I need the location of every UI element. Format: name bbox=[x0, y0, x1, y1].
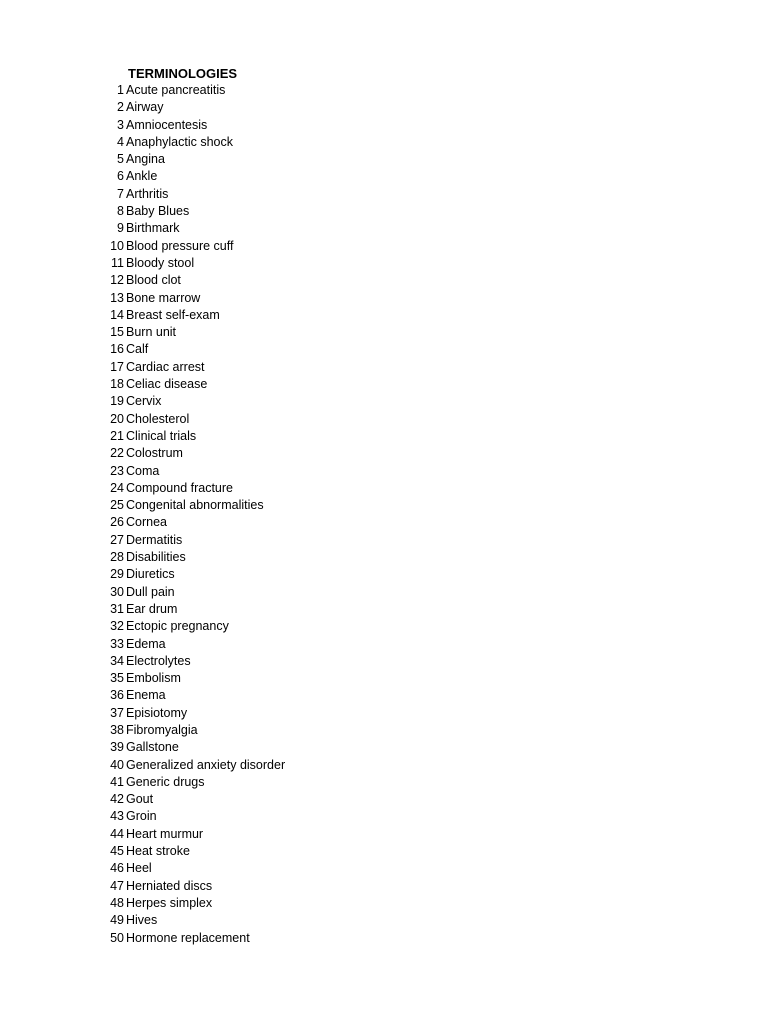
list-item bbox=[0, 514, 285, 531]
term-label: Bone marrow bbox=[126, 290, 201, 305]
term-label: Edema bbox=[126, 636, 166, 651]
term-number: 17 bbox=[110, 359, 124, 374]
term-number: 46 bbox=[110, 861, 124, 876]
term-label: Colostrum bbox=[126, 446, 183, 461]
term-number: 43 bbox=[110, 809, 124, 824]
term-label: Airway bbox=[126, 100, 164, 115]
term-label: Birthmark bbox=[126, 221, 180, 236]
list-item bbox=[0, 860, 285, 877]
term-number: 16 bbox=[110, 342, 124, 357]
list-item bbox=[0, 203, 285, 220]
term-number: 2 bbox=[117, 100, 124, 115]
term-label: Amniocentesis bbox=[126, 117, 208, 132]
term-number: 32 bbox=[110, 619, 124, 634]
list-item bbox=[0, 463, 285, 480]
term-label: Embolism bbox=[126, 671, 181, 686]
term-label: Gout bbox=[126, 792, 154, 807]
term-number: 24 bbox=[110, 480, 124, 495]
term-label: Blood pressure cuff bbox=[126, 238, 234, 253]
list-item bbox=[0, 549, 285, 566]
list-item bbox=[0, 393, 285, 410]
term-label: Gallstone bbox=[126, 740, 179, 755]
list-item bbox=[0, 930, 285, 947]
term-number: 11 bbox=[111, 255, 124, 270]
term-number: 21 bbox=[110, 428, 124, 443]
term-label: Episiotomy bbox=[126, 705, 188, 720]
term-number: 44 bbox=[110, 826, 124, 841]
list-item bbox=[0, 618, 285, 635]
list-item bbox=[0, 220, 285, 237]
list-item bbox=[0, 808, 285, 825]
term-number: 47 bbox=[110, 878, 124, 893]
list-item bbox=[0, 653, 285, 670]
list-item bbox=[0, 601, 285, 618]
list-item bbox=[0, 186, 285, 203]
list-item bbox=[0, 636, 285, 653]
list-item bbox=[0, 359, 285, 376]
term-number: 42 bbox=[110, 792, 124, 807]
list-item bbox=[0, 739, 285, 756]
term-label: Enema bbox=[126, 688, 166, 703]
list-item bbox=[0, 843, 285, 860]
term-label: Angina bbox=[126, 152, 165, 167]
list-item bbox=[0, 705, 285, 722]
term-label: Cervix bbox=[126, 394, 162, 409]
list-item bbox=[0, 757, 285, 774]
term-label: Heat stroke bbox=[126, 844, 190, 859]
list-item bbox=[0, 774, 285, 791]
list-item bbox=[0, 687, 285, 704]
document-title: TERMINOLOGIES bbox=[128, 66, 238, 81]
list-item bbox=[0, 670, 285, 687]
term-number: 36 bbox=[110, 688, 124, 703]
list-item bbox=[0, 324, 285, 341]
term-label: Coma bbox=[126, 463, 160, 478]
terminology-list bbox=[0, 82, 285, 947]
term-label: Anaphylactic shock bbox=[126, 134, 234, 149]
term-label: Generic drugs bbox=[126, 774, 205, 789]
term-number: 10 bbox=[110, 238, 124, 253]
term-number: 22 bbox=[110, 446, 124, 461]
term-number: 8 bbox=[117, 204, 124, 219]
term-label: Breast self-exam bbox=[126, 307, 220, 322]
list-item bbox=[0, 99, 285, 116]
term-label: Bloody stool bbox=[126, 255, 195, 270]
term-number: 27 bbox=[110, 532, 124, 547]
term-number: 33 bbox=[110, 636, 124, 651]
term-label: Heart murmur bbox=[126, 826, 204, 841]
term-number: 34 bbox=[110, 653, 124, 668]
term-number: 23 bbox=[110, 463, 124, 478]
list-item bbox=[0, 532, 285, 549]
term-label: Electrolytes bbox=[126, 653, 191, 668]
list-item bbox=[0, 480, 285, 497]
term-number: 45 bbox=[110, 844, 124, 859]
term-number: 50 bbox=[110, 930, 124, 945]
list-item bbox=[0, 791, 285, 808]
term-label: Generalized anxiety disorder bbox=[126, 757, 286, 772]
term-number: 4 bbox=[117, 134, 124, 149]
term-number: 25 bbox=[110, 498, 124, 513]
term-number: 20 bbox=[110, 411, 124, 426]
list-item bbox=[0, 878, 285, 895]
term-label: Cornea bbox=[126, 515, 167, 530]
term-number: 49 bbox=[110, 913, 124, 928]
list-item bbox=[0, 272, 285, 289]
term-label: Hives bbox=[126, 913, 158, 928]
term-number: 28 bbox=[110, 550, 124, 565]
term-number: 14 bbox=[110, 307, 124, 322]
term-number: 48 bbox=[110, 895, 124, 910]
term-label: Clinical trials bbox=[126, 428, 197, 443]
list-item bbox=[0, 428, 285, 445]
term-number: 35 bbox=[110, 671, 124, 686]
list-item bbox=[0, 168, 285, 185]
list-item bbox=[0, 376, 285, 393]
list-item bbox=[0, 151, 285, 168]
term-number: 13 bbox=[110, 290, 124, 305]
term-label: Cardiac arrest bbox=[126, 359, 205, 374]
list-item bbox=[0, 826, 285, 843]
term-number: 1 bbox=[117, 83, 124, 97]
list-item bbox=[0, 895, 285, 912]
term-label: Heel bbox=[126, 861, 152, 876]
term-label: Disabilities bbox=[126, 550, 186, 565]
term-number: 7 bbox=[117, 186, 124, 201]
list-item bbox=[0, 497, 285, 514]
term-label: Acute pancreatitis bbox=[126, 83, 226, 97]
term-number: 9 bbox=[117, 221, 124, 236]
term-number: 30 bbox=[110, 584, 124, 599]
term-label: Arthritis bbox=[126, 186, 169, 201]
term-number: 29 bbox=[110, 567, 124, 582]
term-number: 37 bbox=[110, 705, 124, 720]
term-number: 31 bbox=[110, 601, 124, 616]
term-number: 19 bbox=[110, 394, 124, 409]
term-label: Ectopic pregnancy bbox=[126, 619, 229, 634]
term-number: 12 bbox=[110, 273, 124, 288]
list-item bbox=[0, 411, 285, 428]
term-label: Celiac disease bbox=[126, 377, 208, 392]
term-label: Cholesterol bbox=[126, 411, 190, 426]
term-number: 3 bbox=[117, 117, 124, 132]
term-number: 6 bbox=[117, 169, 124, 184]
list-item bbox=[0, 82, 285, 99]
list-item bbox=[0, 307, 285, 324]
term-label: Blood clot bbox=[126, 273, 181, 288]
term-label: Congenital abnormalities bbox=[126, 498, 264, 513]
term-label: Burn unit bbox=[126, 325, 177, 340]
term-number: 39 bbox=[110, 740, 124, 755]
term-label: Calf bbox=[126, 342, 149, 357]
term-label: Dermatitis bbox=[126, 532, 183, 547]
term-label: Ear drum bbox=[126, 601, 178, 616]
term-number: 41 bbox=[110, 774, 124, 789]
term-label: Groin bbox=[126, 809, 157, 824]
list-item bbox=[0, 912, 285, 929]
list-item bbox=[0, 341, 285, 358]
term-number: 40 bbox=[110, 757, 124, 772]
list-item bbox=[0, 722, 285, 739]
term-label: Dull pain bbox=[126, 584, 175, 599]
list-item bbox=[0, 117, 285, 134]
list-item bbox=[0, 584, 285, 601]
term-label: Hormone replacement bbox=[126, 930, 250, 945]
list-item bbox=[0, 290, 285, 307]
term-number: 26 bbox=[110, 515, 124, 530]
list-item bbox=[0, 445, 285, 462]
term-label: Ankle bbox=[126, 169, 158, 184]
list-item bbox=[0, 566, 285, 583]
term-label: Baby Blues bbox=[126, 204, 190, 219]
term-number: 15 bbox=[110, 325, 124, 340]
term-label: Herniated discs bbox=[126, 878, 213, 893]
term-label: Fibromyalgia bbox=[126, 722, 198, 737]
term-label: Herpes simplex bbox=[126, 895, 213, 910]
term-number: 18 bbox=[110, 377, 124, 392]
list-item bbox=[0, 238, 285, 255]
list-item bbox=[0, 134, 285, 151]
term-label: Diuretics bbox=[126, 567, 175, 582]
term-number: 5 bbox=[117, 152, 124, 167]
term-label: Compound fracture bbox=[126, 480, 234, 495]
list-item bbox=[0, 255, 285, 272]
term-number: 38 bbox=[110, 722, 124, 737]
